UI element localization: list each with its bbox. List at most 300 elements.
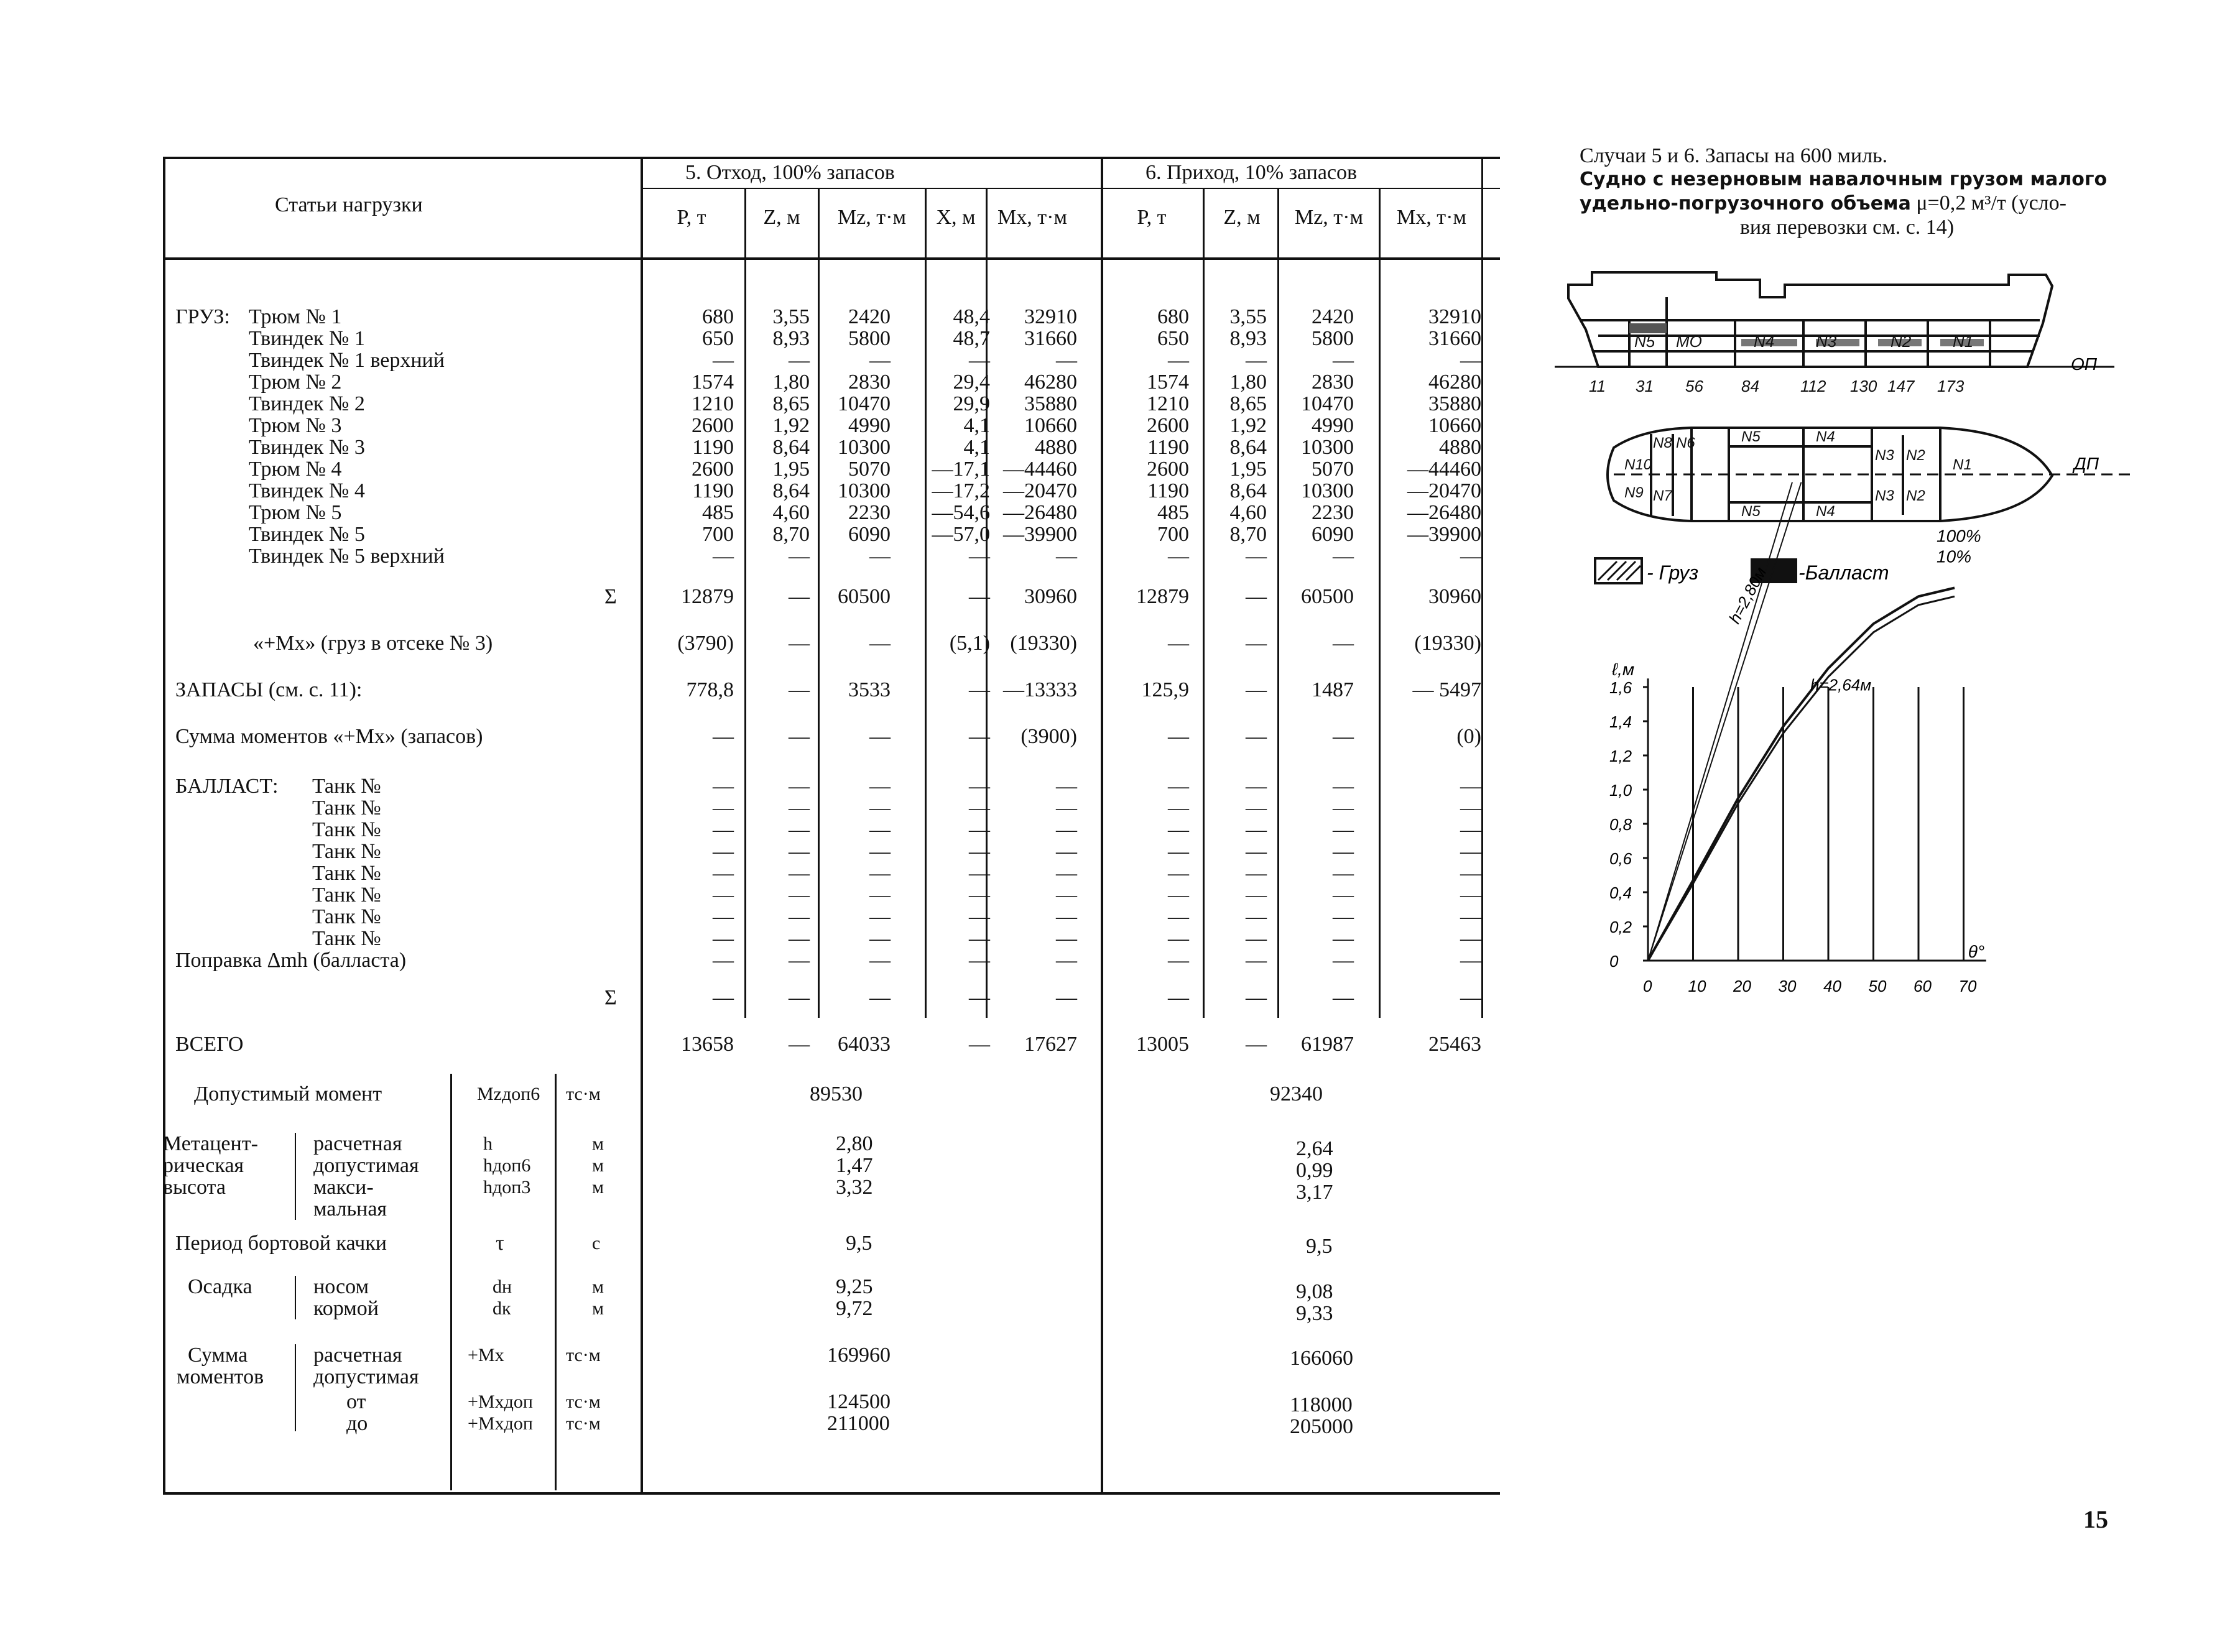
cargo-sum-c8: 30960 [1428,585,1481,608]
ship-diagram [1555,261,2177,1038]
ballast-row-6-c4: — [1056,905,1077,928]
cargo-row-9-c8: —26480 [1407,501,1481,524]
cargo-row-8-c7: 10300 [1301,479,1354,502]
cargo-row-5-c3: 4,1 [963,414,990,437]
moment-row-sym-2: +Mxдоп [468,1391,533,1412]
header-group6: 6. Приход, 10% запасов [1145,161,1358,184]
moment-row-label-1: допустимая [313,1365,419,1388]
cargo-sum-c6: — [1246,585,1267,608]
cargo-row-2-c3: — [969,349,990,372]
meta-row-sym-2: hдоп3 [483,1177,531,1197]
moment-row-v6-2: 118000 [1290,1393,1353,1416]
ship-profile [1555,272,2114,367]
cargo-row-9-c3: —54,6 [932,501,990,524]
header-col-7: Mz, т·м [1294,206,1364,229]
cargo-row-9-c5: 485 [1157,501,1189,524]
ballast-row-3-c3: — [969,840,990,863]
page-number: 15 [2083,1505,2108,1533]
meta-row-v5-0: 2,80 [836,1132,873,1155]
plan-label-2: N6 [1676,435,1695,451]
profile-frame-7: 173 [1937,377,1965,395]
meta-row-label-2: макси- [313,1176,374,1199]
draft-row-sym-1: dк [493,1298,511,1319]
cargo-row-6-c5: 1190 [1147,436,1189,459]
draft-row-unit-1: м [592,1298,604,1319]
ballast-row-0-c7: — [1333,775,1354,798]
ballast-corr-c6: — [1246,949,1267,972]
cargo-row-1-c6: 8,93 [1229,327,1267,350]
cargo-row-10-c2: 6090 [848,523,891,546]
cargo-row-7-c4: —44460 [1003,458,1077,481]
cargo-row-0-c2: 2420 [848,305,891,328]
cargo-row-5-c5: 2600 [1147,414,1189,437]
draft-row-label-1: кормой [313,1297,379,1320]
cargo-row-5-c6: 1,92 [1229,414,1267,437]
ballast-row-5-c3: — [969,884,990,907]
ballast-row-7-c4: — [1056,927,1077,950]
meta-row-v6-1: 0,99 [1296,1159,1333,1182]
profile-label-0: N5 [1634,332,1655,351]
y-tick-label-4: 0,8 [1609,815,1632,834]
cargo-row-name: Трюм № 2 [249,371,342,394]
ballast-row-5-c5: — [1168,884,1189,907]
series-label-0: h=2,80м [1724,564,1770,627]
ballast-sum-c5: — [1168,986,1189,1009]
total-row-c0: 13658 [681,1033,734,1056]
cargo-row-7-c6: 1,95 [1229,458,1267,481]
col-rule-6 [1379,188,1381,1018]
moment-label-0: Сумма [188,1344,248,1367]
legend [1595,558,1889,584]
ballast-row-6-c2: — [869,905,891,928]
meta-label-1: рическая [163,1154,244,1177]
sum-mx-label: Сумма моментов «+Mx» (запасов) [175,725,483,748]
header-bottom-rule [163,257,1500,260]
cargo-row-10-c3: —57,0 [932,523,990,546]
profile-op: ОП [2071,354,2098,374]
ballast-sum-c7: — [1333,986,1354,1009]
total-row-c2: 64033 [838,1033,891,1056]
cargo-row-8-c1: 8,64 [772,479,810,502]
moment-row-unit-2: тс·м [566,1391,601,1412]
cargo-row-8-c6: 8,64 [1229,479,1267,502]
ballast-row-name: Танк № [312,775,381,798]
legend-ballast-label: -Балласт [1798,561,1889,584]
cargo-row-7-c0: 2600 [692,458,734,481]
meta-row-unit-0: м [592,1133,604,1154]
cargo-row-10-c6: 8,70 [1229,523,1267,546]
cargo-row-3-c5: 1574 [1147,371,1189,394]
ballast-row-3-c6: — [1246,840,1267,863]
cargo-row-7-c3: —17,1 [932,458,990,481]
cargo-row-10-c5: 700 [1157,523,1189,546]
stores-label: ЗАПАСЫ (см. с. 11): [175,678,363,701]
cargo-sum-c0: 12879 [681,585,734,608]
ballast-row-name: Танк № [312,862,381,885]
cargo-row-0-c3: 48,4 [953,305,990,328]
ballast-sum-c2: — [869,986,891,1009]
caption-line3b: μ=0,2 м³/т (усло- [1916,192,2066,215]
ballast-row-4-c1: — [789,862,810,885]
cargo-row-5-c2: 4990 [848,414,891,437]
ballast-row-1-c7: — [1333,796,1354,819]
y-tick-label-6: 1,2 [1609,747,1632,765]
ballast-row-name: Танк № [312,927,381,950]
cargo-row-8-c5: 1190 [1147,479,1189,502]
ballast-row-0-c2: — [869,775,891,798]
cargo-sum-c1: — [789,585,810,608]
moment-row-v5-0: 169960 [827,1344,891,1367]
profile-frames [1589,377,1965,395]
meta-row-label-1: допустимая [313,1154,419,1177]
meta-row-unit-2: м [592,1177,604,1197]
x-tick-label-2: 20 [1733,977,1751,995]
x-tick-label-7: 70 [1958,977,1977,995]
cargo-row-9-c4: —26480 [1003,501,1077,524]
mx-row-c3: (5,1) [949,632,990,655]
series-label-1: h=2,64м [1810,675,1872,694]
cargo-row-9-c6: 4,60 [1229,501,1267,524]
roll-v6: 9,5 [1306,1235,1333,1258]
cargo-row-1-c2: 5800 [848,327,891,350]
ballast-row-2-c3: — [969,818,990,841]
stores-row-c3: — [969,678,990,701]
cargo-row-0-c5: 680 [1157,305,1189,328]
ballast-row-5-c4: — [1056,884,1077,907]
cargo-row-name: Твиндек № 1 верхний [249,349,445,372]
draft-row-sym-0: dн [493,1276,512,1297]
cargo-row-5-c8: 10660 [1428,414,1481,437]
ballast-row-1-c8: — [1460,796,1481,819]
ballast-row-2-c7: — [1333,818,1354,841]
ballast-corr-c4: — [1056,949,1077,972]
ballast-row-2-c1: — [789,818,810,841]
moment-row-label-0: расчетная [313,1344,402,1367]
cargo-row-5-c0: 2600 [692,414,734,437]
plan-label-5: N3 [1875,447,1894,464]
cargo-row-8-c0: 1190 [692,479,734,502]
ballast-row-7-c7: — [1333,927,1354,950]
x-tick-label-3: 30 [1778,977,1797,995]
cargo-row-11-c3: — [969,545,990,568]
ballast-corr-c8: — [1460,949,1481,972]
total-row-c3: — [969,1033,990,1056]
cargo-row-5-c1: 1,92 [772,414,810,437]
ballast-row-4-c8: — [1460,862,1481,885]
cargo-row-4-c0: 1210 [692,392,734,415]
ballast-row-1-c2: — [869,796,891,819]
ballast-row-1-c4: — [1056,796,1077,819]
sum-mx-row-c0: — [713,725,734,748]
cargo-sum-c5: 12879 [1136,585,1189,608]
cargo-row-7-c7: 5070 [1312,458,1354,481]
cargo-row-3-c6: 1,80 [1229,371,1267,394]
ballast-row-6-c7: — [1333,905,1354,928]
table-left-rule [163,157,165,1493]
ballast-row-5-c6: — [1246,884,1267,907]
cargo-row-7-c5: 2600 [1147,458,1189,481]
moment-row-v5-3: 211000 [827,1412,890,1435]
header-col-8: Mx, т·м [1397,206,1466,229]
ballast-row-0-c0: — [713,775,734,798]
ballast-row-0-c8: — [1460,775,1481,798]
cargo-row-9-c2: 2230 [848,501,891,524]
ballast-row-1-c1: — [789,796,810,819]
draft-row-v5-0: 9,25 [836,1275,873,1298]
ballast-label: БАЛЛАСТ: [175,775,279,798]
ballast-row-3-c0: — [713,840,734,863]
cargo-row-name: Твиндек № 1 [249,327,365,350]
moment-row-v5-2: 124500 [827,1390,891,1413]
ballast-row-4-c0: — [713,862,734,885]
cargo-row-5-c7: 4990 [1312,414,1354,437]
header-col-2: Mz, т·м [837,206,907,229]
mx-row-c0: (3790) [677,632,734,655]
mx-row-label: «+Mx» (груз в отсеке № 3) [253,632,493,655]
cargo-row-1-c8: 31660 [1428,327,1481,350]
plan-label-4: N4 [1816,428,1835,445]
meta-label-2: высота [163,1176,226,1199]
header-col-3: X, м [936,206,976,229]
profile-frame-1: 31 [1636,377,1654,395]
cargo-sum-c2: 60500 [838,585,891,608]
total-row-c7: 61987 [1301,1033,1354,1056]
ballast-row-2-c6: — [1246,818,1267,841]
ballast-corr-c7: — [1333,949,1354,972]
ballast-row-0-c6: — [1246,775,1267,798]
cargo-row-name: Твиндек № 5 [249,523,365,546]
legend-cargo-label: - Груз [1647,561,1699,584]
ballast-row-1-c0: — [713,796,734,819]
ballast-row-5-c7: — [1333,884,1354,907]
ballast-corr-c2: — [869,949,891,972]
ballast-row-3-c4: — [1056,840,1077,863]
cargo-row-4-c6: 8,65 [1229,392,1267,415]
cargo-row-6-c7: 10300 [1301,436,1354,459]
ballast-row-name: Танк № [312,905,381,928]
profile-label-2: N4 [1754,332,1775,351]
cargo-row-11-c0: — [713,545,734,568]
ballast-row-2-c4: — [1056,818,1077,841]
sigma-ballast: Σ [604,986,617,1009]
ballast-row-3-c7: — [1333,840,1354,863]
ballast-row-2-c0: — [713,818,734,841]
ballast-row-2-c8: — [1460,818,1481,841]
profile-frame-4: 112 [1800,377,1826,395]
draft-label: Осадка [188,1275,252,1298]
meta-label-0: Метацент- [163,1132,258,1155]
ballast-row-4-c5: — [1168,862,1189,885]
profile-label-3: N3 [1816,332,1837,351]
total-row-c6: — [1246,1033,1267,1056]
ballast-row-3-c5: — [1168,840,1189,863]
ballast-row-7-c0: — [713,927,734,950]
x-tick-label-1: 10 [1688,977,1706,995]
roll-unit: с [592,1233,601,1253]
lower-unit-rule [555,1074,557,1490]
cargo-row-6-c2: 10300 [838,436,891,459]
lower-sym-rule [450,1074,452,1490]
moment-row-sym-0: +Mx [468,1345,504,1365]
caption-line4: вия перевозки см. с. 14) [1739,216,1955,239]
ballast-corr-c5: — [1168,949,1189,972]
cargo-row-2-c2: — [869,349,891,372]
cargo-row-11-c6: — [1246,545,1267,568]
ballast-corr-label: Поправка Δmh (балласта) [175,949,407,972]
cargo-row-4-c3: 29,9 [953,392,990,415]
ballast-row-2-c5: — [1168,818,1189,841]
cargo-row-3-c1: 1,80 [772,371,810,394]
cargo-row-2-c4: — [1056,349,1077,372]
x-tick-label-5: 50 [1868,977,1887,995]
cargo-row-10-c1: 8,70 [772,523,810,546]
cargo-row-0-c8: 32910 [1428,305,1481,328]
cargo-sum-c4: 30960 [1024,585,1077,608]
cargo-row-3-c4: 46280 [1024,371,1077,394]
meta-row-v5-2: 3,32 [836,1176,873,1199]
ballast-row-4-c6: — [1246,862,1267,885]
ballast-row-name: Танк № [312,796,381,819]
cargo-row-4-c4: 35880 [1024,392,1077,415]
moment-row-label-2: от [346,1390,366,1413]
meta-row-label-0: расчетная [313,1132,402,1155]
plan-label-11: N4 [1816,503,1835,520]
ballast-row-0-c4: — [1056,775,1077,798]
cargo-row-11-c2: — [869,545,891,568]
cargo-row-0-c0: 680 [702,305,734,328]
cargo-row-6-c0: 1190 [692,436,734,459]
ballast-row-name: Танк № [312,840,381,863]
x-tick-label-4: 40 [1823,977,1841,995]
ballast-sum-c6: — [1246,986,1267,1009]
ballast-row-6-c1: — [789,905,810,928]
mx-row-c7: — [1333,632,1354,655]
y-tick-label-3: 0,6 [1609,849,1632,868]
cargo-row-7-c1: 1,95 [772,458,810,481]
stores-row-c6: — [1246,678,1267,701]
meta-row-sym-0: h [483,1133,493,1154]
cargo-row-3-c0: 1574 [692,371,734,394]
moment-row-v6-0: 166060 [1290,1347,1353,1370]
ballast-row-4-c3: — [969,862,990,885]
cargo-row-10-c8: —39900 [1407,523,1481,546]
mx-row-c8: (19330) [1414,632,1481,655]
cargo-row-6-c3: 4,1 [963,436,990,459]
ballast-row-7-c2: — [869,927,891,950]
caption-line1: Случаи 5 и 6. Запасы на 600 миль. [1580,144,1888,167]
profile-frame-6: 147 [1887,377,1915,395]
sum-mx-row-c8: (0) [1456,725,1481,748]
plan-label-7: N1 [1953,456,1972,473]
tangent-h264 [1648,482,1802,961]
cargo-row-2-c5: — [1168,349,1189,372]
cargo-row-1-c1: 8,93 [772,327,810,350]
profile-frame-5: 130 [1850,377,1877,395]
stores-row-c2: 3533 [848,678,891,701]
ballast-row-6-c5: — [1168,905,1189,928]
cargo-row-11-c5: — [1168,545,1189,568]
cargo-row-8-c3: —17,2 [932,479,990,502]
sum-mx-row-c2: — [869,725,891,748]
cargo-row-10-c4: —39900 [1003,523,1077,546]
moment-row-unit-3: тс·м [566,1413,601,1434]
profile-label-5: N1 [1953,332,1974,351]
meta-row-label-3: мальная [313,1197,387,1221]
stability-chart [1609,482,1986,996]
ballast-row-5-c8: — [1460,884,1481,907]
perm-moment-v6: 92340 [1270,1082,1323,1105]
profile-frame-0: 11 [1589,377,1606,395]
moment-row-unit-0: тс·м [566,1345,601,1365]
cargo-row-name: Трюм № 4 [249,458,342,481]
meta-row-sym-1: hдоп6 [483,1155,531,1176]
y-tick-label-7: 1,4 [1609,713,1632,731]
ballast-row-6-c0: — [713,905,734,928]
cargo-row-4-c7: 10470 [1301,392,1354,415]
cargo-row-9-c0: 485 [702,501,734,524]
cargo-row-2-c1: — [789,349,810,372]
ballast-sum-c4: — [1056,986,1077,1009]
sum-mx-row-c5: — [1168,725,1189,748]
stores-row-c7: 1487 [1312,678,1354,701]
annotation-10: 10% [1937,547,1972,566]
cargo-row-11-c8: — [1460,545,1481,568]
cargo-row-5-c4: 10660 [1024,414,1077,437]
ballast-row-1-c6: — [1246,796,1267,819]
cargo-row-10-c0: 700 [702,523,734,546]
cargo-row-6-c8: 4880 [1439,436,1481,459]
col-rule-end [1481,157,1483,1018]
cargo-row-1-c3: 48,7 [953,327,990,350]
cargo-row-0-c7: 2420 [1312,305,1354,328]
mx-row-c1: — [789,632,810,655]
cargo-row-0-c4: 32910 [1024,305,1077,328]
ballast-row-0-c3: — [969,775,990,798]
cargo-row-name: Трюм № 5 [249,501,342,524]
meta-row-v6-0: 2,64 [1296,1137,1333,1160]
cargo-row-name: Твиндек № 2 [249,392,365,415]
profile-label-1: МО [1676,332,1702,351]
table-bottom-rule [163,1492,1500,1495]
stores-row-c5: 125,9 [1141,678,1189,701]
cargo-row-3-c7: 2830 [1312,371,1354,394]
cargo-row-name: Трюм № 1 [249,305,342,328]
ballast-row-7-c3: — [969,927,990,950]
ballast-sum-c8: — [1460,986,1481,1009]
cargo-row-2-c0: — [713,349,734,372]
perm-moment-sym: Mzдоп6 [477,1084,540,1104]
stores-row-c8: — 5497 [1412,678,1481,701]
loading-table [163,157,1500,1493]
y-tick-label-8: 1,6 [1609,678,1632,697]
sum-mx-row-c7: — [1333,725,1354,748]
perm-moment-unit: тс·м [566,1084,601,1104]
ballast-corr-c0: — [713,949,734,972]
cargo-row-8-c2: 10300 [838,479,891,502]
draft-row-v6-0: 9,08 [1296,1280,1333,1303]
cargo-row-11-c7: — [1333,545,1354,568]
moment-row-v6-3: 205000 [1290,1415,1353,1438]
cargo-row-7-c2: 5070 [848,458,891,481]
meta-bracket [295,1133,296,1220]
mx-row-c4: (19330) [1010,632,1077,655]
moment-row-sym-3: +Mxдоп [468,1413,533,1434]
cargo-row-0-c1: 3,55 [772,305,810,328]
cargo-row-11-c1: — [789,545,810,568]
ballast-row-name: Танк № [312,818,381,841]
moment-label-1: моментов [177,1365,264,1388]
ballast-row-5-c1: — [789,884,810,907]
